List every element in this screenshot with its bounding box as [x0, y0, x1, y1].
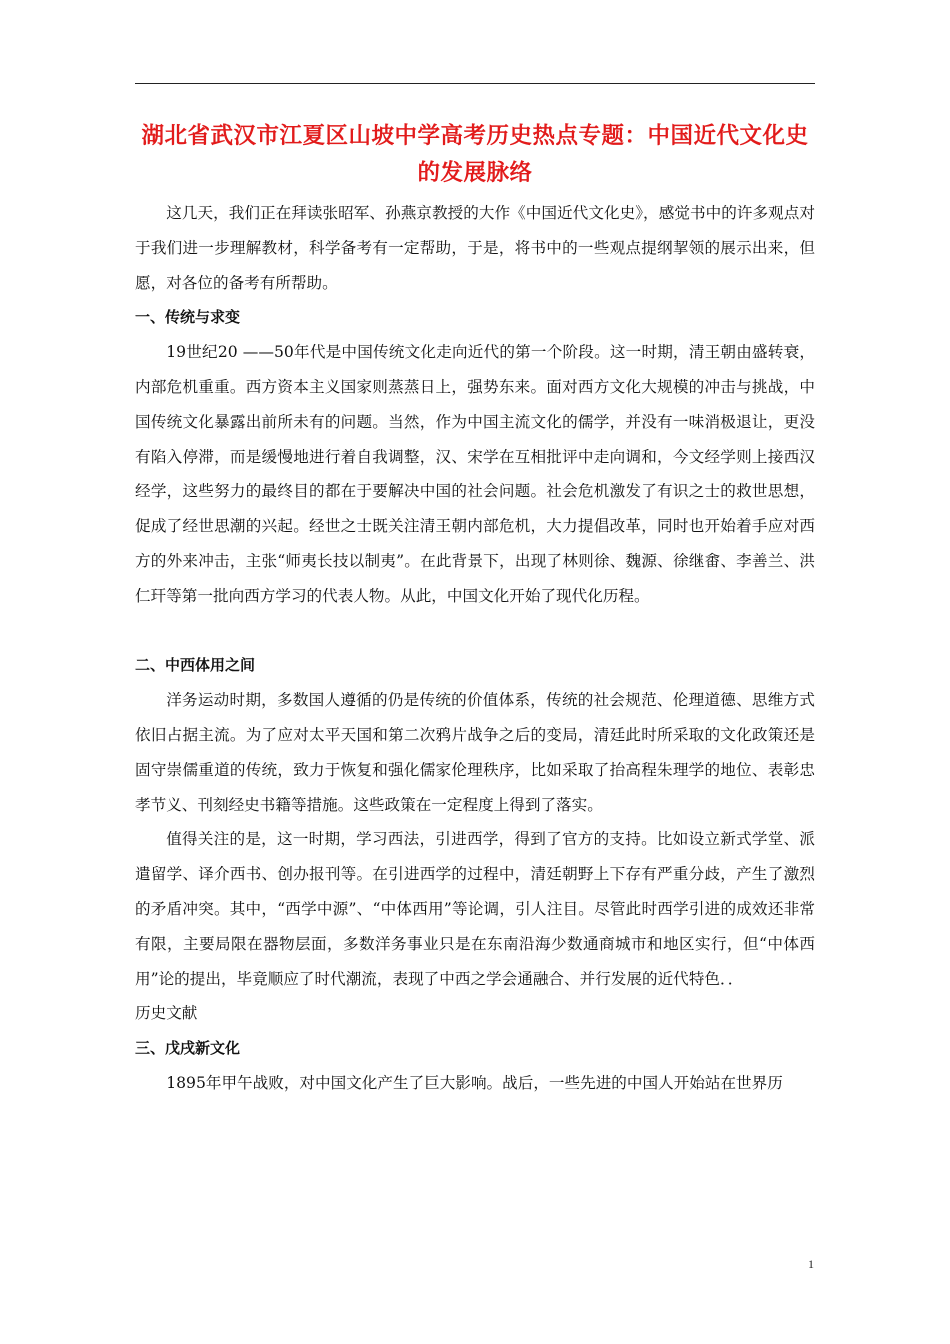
section-2-paragraph-1: 洋务运动时期，多数国人遵循的仍是传统的价值体系，传统的社会规范、伦理道德、思维方式依旧占据主流。为了应对太平天国和第二次鸦片战争之后的变局，清廷此时所采取的文化政策还是固守崇儒重道的传统，致力于恢复和强化儒家伦理秩序，比如采取了抬高程朱理学的地位、表彰忠孝节义、刊刻经史书籍等措施。这些政策在一定程度上得到了落实。 [135, 691, 815, 814]
section-1-heading: 一、传统与求变 [135, 308, 241, 327]
section-1-paragraph: 19世纪20 ——50年代是中国传统文化走向近代的第一个阶段。这一时期，清王朝由盛转衰，内部危机重重。西方资本主义国家则蒸蒸日上，强势东来。面对西方文化大规模的冲击与挑战，中国传统文化暴露出前所未有的问题。当然，作为中国主流文化的儒学，并没有一味消极退让，更没有陷入停滞，而是缓慢地进行着自我调整，汉、宋学在互相批评中走向调和，今文经学则上接西汉经学，这些努力的最终目的都在于要解决中国的社会问题。社会危机激发了有识之士的救世思想，促成了经世思潮的兴起。经世之士既关注清王朝内部危机，大力提倡改革，同时也开始着手应对西方的外来冲击，主张“师夷长技以制夷”。在此背景下，出现了林则徐、魏源、徐继畬、李善兰、洪仁玕等第一批向西方学习的代表人物。从此，中国文化开始了现代化历程。 [135, 343, 815, 605]
section-3-heading: 三、戊戌新文化 [135, 1039, 241, 1058]
header-rule [135, 83, 815, 84]
section-2-paragraph-2: 值得关注的是，这一时期，学习西法，引进西学，得到了官方的支持。比如设立新式学堂、派遣留学、译介西书、创办报刊等。在引进西学的过程中，清廷朝野上下存有严重分歧，产生了激烈的矛盾冲突。其中，“西学中源”、“中体西用”等论调，引人注目。尽管此时西学引进的成效还非常有限，主要局限在器物层面，多数洋务事业只是在东南沿海少数通商城市和地区实行，但“中体西用”论的提出，毕竟顺应了时代潮流，表现了中西之学会通融合、并行发展的近代特色．． [135, 830, 815, 988]
page-number: 1 [808, 1257, 814, 1271]
document-title: 湖北省武汉市江夏区山坡中学高考历史热点专题：中国近代文化史的发展脉络 [141, 123, 809, 186]
section-3-paragraph: 1895年甲午战败，对中国文化产生了巨大影响。战后，一些先进的中国人开始站在世界历 [166, 1073, 783, 1092]
blank-line [135, 614, 815, 649]
document-body [135, 196, 815, 1101]
intro-paragraph: 这几天，我们正在拜读张昭军、孙燕京教授的大作《中国近代文化史》，感觉书中的许多观点对于我们进一步理解教材，科学备考有一定帮助，于是，将书中的一些观点提纲挈领的展示出来，但愿，对各位的备考有所帮助。 [135, 204, 815, 292]
note-line: 历史文献 [135, 1004, 198, 1023]
section-2-heading: 二、中西体用之间 [135, 656, 256, 675]
